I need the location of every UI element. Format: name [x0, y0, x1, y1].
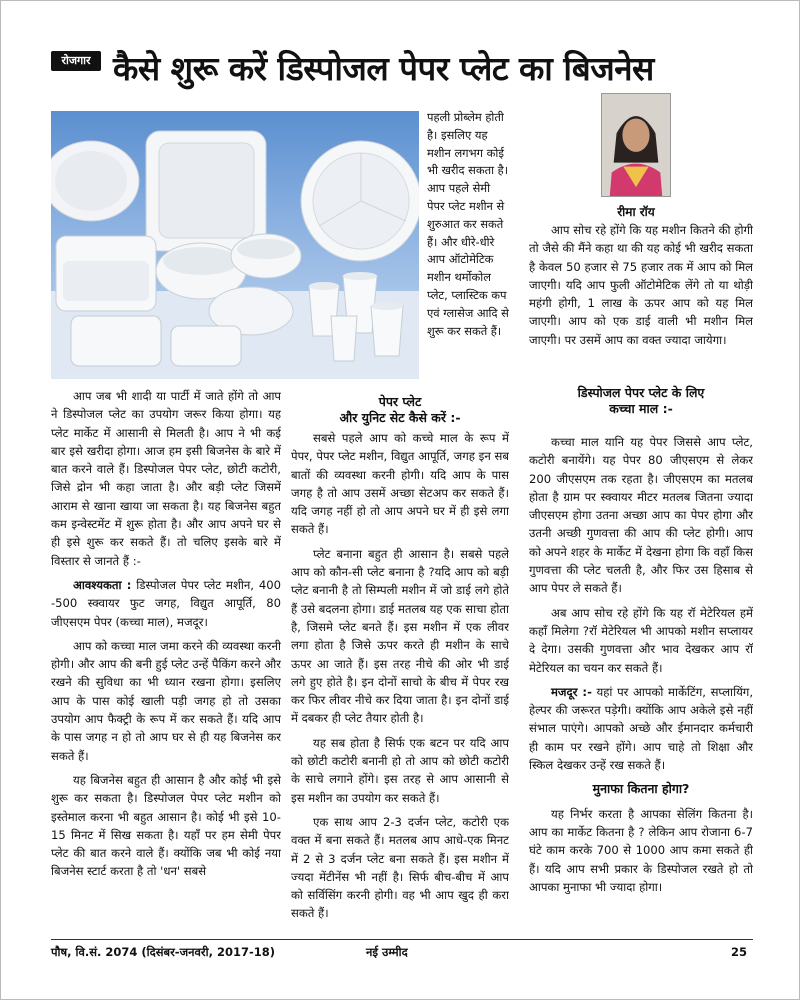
- footer-issue-date: पौष, वि.सं. 2074 (दिसंबर-जनवरी, 2017-18): [51, 945, 275, 959]
- paragraph-labour: [529, 683, 753, 774]
- paragraph: यह सब होता है सिर्फ एक बटन पर यदि आप को छोटी कटोरी बनानी हो तो आप को छोटी कटोरी के साचे लगाने होंगे। इस तरह से आप आसानी से इस मशीन का उपयोग कर सकते हैं।: [291, 735, 509, 805]
- column-top-right-of-photo: पहली प्रोब्लेम होती है। इसलिए यह मशीन लगभग कोई भी खरीद सकता है। आप पहले सेमी पेपर प्लेट मशीन से शुरुआत कर सकते हैं। और धीरे-धीरे आप ऑटोमेटिक मशीन थर्मोकोल प्लेट, प्लास्टिक कप एवं ग्लासेज आदि से शुरू कर सकते हैं।: [427, 110, 509, 338]
- paragraph: अब आप सोच रहे होंगे कि यह रॉ मेटेरियल हमें कहाँ मिलेगा ?रॉ मेटेरियल भी आपको मशीन सप्लायर दे देगा। उसकी गुणवत्ता और भाव देखकर आप रॉ मेटेरियल का चयन कर सकते हैं।: [529, 605, 753, 675]
- paragraph: एक साथ आप 2-3 दर्जन प्लेट, कटोरी एक वक्त में बना सकते हैं। मतलब आप आधे-एक मिनट में 2 से 3 दर्जन प्लेट बना सकते हैं। इस मशीन में ज्यदा मेंटीनेंस भी नहीं है। सिर्फ बीच-बीच में आप को सर्विसिंग करनी होगी। वह भी आप खुद ही करा सकते हैं।: [291, 814, 509, 921]
- author-name: रीमा रॉय: [617, 205, 655, 219]
- subheading-line: डिस्पोजल पेपर प्लेट के लिए: [577, 385, 705, 400]
- author-photo: [601, 93, 671, 197]
- subheading-profit: मुनाफा कितना होगा?: [592, 781, 690, 797]
- subheading-setup: [291, 394, 509, 426]
- article-column-3: [529, 433, 753, 938]
- subheading-line: और युनिट सेट कैसे करें :-: [339, 410, 461, 425]
- footer-divider: [51, 939, 753, 940]
- paragraph: कच्चा माल यानि यह पेपर जिससे आप प्लेट, कटोरी बनायेंगे। यह पेपर 80 जीएसएम से लेकर 200 जीएसएम तक रहता है। जीएसएम का मतलब होता है ग्राम पर स्क्वायर मीटर मतलब जितना ज्यादा जीएसएम होगा उतना अच्छा आप का पेपर होगा और उतनी अच्छी गुणवत्ता की आप की प्लेट होगी। आप को अपने शहर के मार्केट में देखना होगा कि वहाँ किस गुणवत्ता की प्लेट चलती है, और फिर उस हिसाब से आप पेपर ले सकते हैं।: [529, 435, 753, 596]
- paragraph: यह बिजनेस बहुत ही आसान है और कोई भी इसे शुरू कर सकता है। डिस्पोजल पेपर प्लेट मशीन को इस्तेमाल करना भी बहुत आसान है। कोई भी इसे 10-15 मिनट में सिख सकता है। यहाँ पर हम सेमी पेपर प्लेट की बात करने वाले हैं। क्योंकि जब भी कोई नया बिजनेस स्टार्ट करता है तो 'धन' सबसे: [51, 772, 281, 879]
- requirements-label: आवश्यकता :: [73, 577, 132, 592]
- page-number: 25: [731, 945, 748, 959]
- footer-magazine-name: नई उम्मीद: [366, 945, 408, 959]
- paragraph: सबसे पहले आप को कच्चे माल के रूप में पेपर, पेपर प्लेट मशीन, विद्युत आपूर्ति, जगह इन सब बातों की व्यवस्था करनी होगी। यदि आप के पास जगह है तो आप उसमें अच्छा सेटअप कर सकते हैं। यदि जगह नहीं हो तो आप अपने घर में ही इसे लगा सकते हैं।: [291, 431, 509, 537]
- paragraph: आप को कच्चा माल जमा करने की व्यवस्था करनी होगी। और आप की बनी हुई प्लेट उन्हें पैकिंग करने और रखने की सुविधा का भी ध्यान रखना होगा। इसलिए आप के पास कोई खाली पड़ी जगह हो तो उसका उपयोग आप फैक्ट्री के रूप में कर सकते हैं। यदि आप के पास जगह न हो तो आप घर से ही यह बिजनेस कर सकते हैं।: [51, 638, 281, 763]
- article-headline: कैसे शुरू करें डिस्पोजल पेपर प्लेट का बिजनेस: [113, 49, 654, 88]
- labour-text: यहां पर आपको मार्केटिंग, सप्लायिंग, हेल्पर की जरूरत पड़ेगी। क्योंकि आप अकेले इसे नहीं संभाल पाएंगे। आपको अच्छे और ईमानदार कर्मचारी ही काम पर रखने होंगे। आप चाहे तो शिक्षा और स्किल देखकर उन्हें रख सकते हैं।: [529, 684, 753, 773]
- article-column-3-top: [529, 221, 753, 381]
- subheading-line: पेपर प्लेट: [378, 394, 422, 409]
- paragraph: आप सोच रहे होंगे कि यह मशीन कितने की होगी तो जैसे की मैंने कहा था की यह कोई भी खरीद सकता है केवल 50 हजार से 75 हजार तक में आप को मिल जाएगी। यदि आप फुली ऑटोमेटिक लेंगे तो या थोड़ी महंगी होगी, 1 लाख के ऊपर आप को यह मिल जाएगी। आप को एक डाई वाली भी मशीन मिल जाएगी। पर उसमें आप का वक्त ज्यादा जायेगा।: [529, 223, 753, 347]
- subheading-line: कच्चा माल :-: [609, 401, 673, 416]
- article-column-2: [291, 429, 509, 934]
- paragraph: आप जब भी शादी या पार्टी में जाते होंगे तो आप ने डिस्पोजल प्लेट का उपयोग जरूर किया होगा। यह प्लेट मार्केट में आसानी से मिलती है। आप ने भी कई बार इसे खरीदा होगा। आज हम इसी बिजनेस के बारे में बात करने वाले हैं। डिस्पोजल पेपर प्लेट, छोटी कटोरी, जिसे द्रोन भी कहा जाता है। और बड़ी प्लेट जिसमें आराम से खाना खाया जा सकता है। यह बिजनेस बहुत कम इन्वेस्टमेंट में शुरू होता है। और आप अपने घर से ही इसे शुरू कर सकते हैं। तो चलिए इसके बारे में विस्तार से जानते हैं :-: [51, 389, 281, 568]
- disposable-plates-photo: [51, 111, 419, 379]
- paragraph: प्लेट बनाना बहुत ही आसान है। सबसे पहले आप को कौन-सी प्लेट बनाना है ?यदि आप को बड़ी प्लेट बनानी है तो सिम्पली मशीन में जो डाई लगे होते हैं उसे बदलना होगा। डाई मतलब यह एक साचा होता है, जिसमे प्लेट बनते हैं। इस मशीन में एक लीवर लगा होता है जिसे ऊपर करते ही मशीन के साचे ऊपर आ जाते हैं। इस तरह नीचे की ओर भी डाई लगे हुए होते है। इन दोनों साचो के बीच में पेपर रख कर फिर लीवर नीचे कर दिया जाता है। इन दोनों डाई में दबकर ही प्लेट तैयार होती है।: [291, 546, 509, 726]
- subheading-raw-material: [529, 385, 753, 417]
- labour-label: मजदूर :-: [551, 684, 592, 699]
- requirements-text: डिस्पोजल पेपर प्लेट मशीन, 400 -500 स्क्वायर फुट जगह, विद्युत आपूर्ति, 80 जीएसएम पेपर (कच्चा माल), मजदूर।: [51, 577, 281, 629]
- paragraph-requirements: [51, 576, 281, 631]
- paragraph: यह निर्भर करता है आपका सेलिंग कितना है। आप का मार्केट कितना है ? लेकिन आप रोजाना 6-7 घंटे काम करके 700 से 1000 आप कमा सकते ही हैं। यदि आप सभी प्रकार के डिस्पोजल रखते हो तो आपका मुनाफा भी ज्यादा होगा।: [529, 806, 753, 894]
- article-column-1: [51, 387, 281, 932]
- section-tag: रोजगार: [51, 51, 101, 71]
